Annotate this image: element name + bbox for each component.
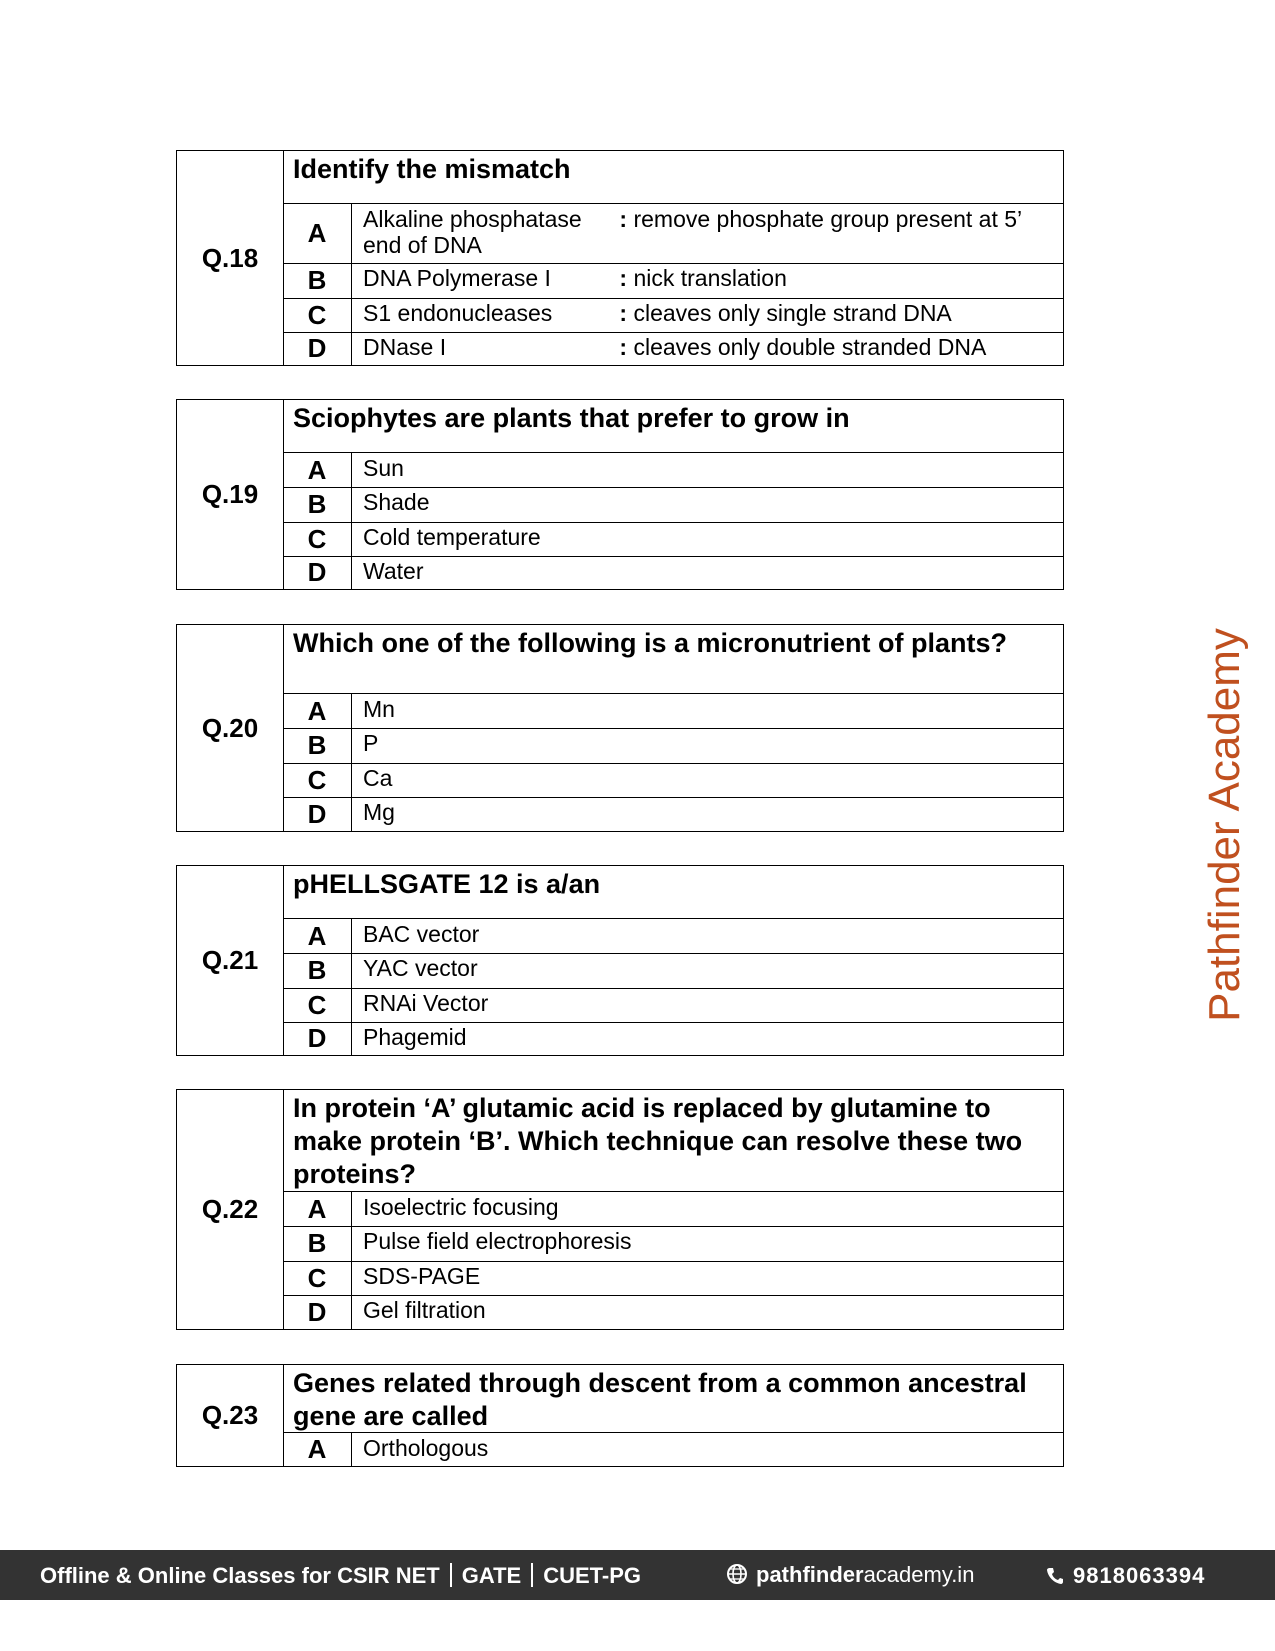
question-text: Identify the mismatch <box>283 151 1063 204</box>
option-text: Phagemid <box>363 1024 467 1050</box>
option-term: S1 endonucleases <box>363 300 553 326</box>
option-row <box>283 763 1063 798</box>
option-label: C <box>283 988 352 1022</box>
option-row <box>283 332 1063 365</box>
question-text: Sciophytes are plants that prefer to grow in <box>283 400 1063 453</box>
question-block-18 <box>176 150 1064 366</box>
footer-divider <box>450 1563 452 1587</box>
option-text <box>363 332 1053 360</box>
option-row <box>283 1295 1063 1329</box>
option-text: Isoelectric focusing <box>363 1194 559 1220</box>
option-text: Sun <box>363 455 404 481</box>
option-label: B <box>283 1226 352 1261</box>
option-label: C <box>283 1261 352 1295</box>
footer-classes <box>40 1563 641 1589</box>
option-colon: : <box>619 334 628 360</box>
footer-divider <box>531 1563 533 1587</box>
question-block-22 <box>176 1089 1064 1330</box>
option-row <box>283 453 1063 488</box>
option-text: Water <box>363 558 424 584</box>
footer-website[interactable] <box>726 1562 974 1591</box>
option-desc-continued: end of DNA <box>363 232 482 258</box>
footer-cuet: CUET-PG <box>543 1563 642 1588</box>
option-text: RNAi Vector <box>363 990 489 1016</box>
question-block-19 <box>176 399 1064 590</box>
question-block-20 <box>176 624 1064 832</box>
option-text <box>363 263 1053 291</box>
footer-phone[interactable] <box>1045 1563 1205 1592</box>
option-row <box>283 694 1063 729</box>
question-block-21 <box>176 865 1064 1056</box>
footer-website-rest: academy.in <box>863 1562 975 1587</box>
footer-website-bold: pathfinder <box>756 1562 864 1587</box>
option-label: B <box>283 487 352 522</box>
question-text: pHELLSGATE 12 is a/an <box>283 866 1063 919</box>
option-label: D <box>283 332 352 365</box>
question-text: In protein ‘A’ glutamic acid is replaced by glutamine to make protein ‘B’. Which technique can resolve these two proteins? <box>283 1090 1063 1192</box>
option-row <box>283 1022 1063 1055</box>
question-block-23 <box>176 1364 1064 1467</box>
option-text: YAC vector <box>363 955 478 981</box>
option-text: Gel filtration <box>363 1297 486 1323</box>
option-text <box>363 204 1053 258</box>
question-number: Q.18 <box>177 151 284 365</box>
option-row <box>283 728 1063 764</box>
option-label: C <box>283 298 352 332</box>
option-desc: cleaves only double stranded DNA <box>633 334 987 360</box>
option-label: C <box>283 763 352 797</box>
option-text: Shade <box>363 489 430 515</box>
option-colon: : <box>619 265 628 291</box>
option-text: SDS-PAGE <box>363 1263 481 1289</box>
option-row <box>283 919 1063 954</box>
footer-classes-text: Offline & Online Classes for CSIR NET <box>40 1563 440 1588</box>
phone-icon <box>1045 1566 1065 1592</box>
option-row <box>283 988 1063 1023</box>
option-row <box>283 263 1063 299</box>
option-desc: cleaves only single strand DNA <box>633 300 952 326</box>
option-text: BAC vector <box>363 921 480 947</box>
option-term: DNase I <box>363 334 447 360</box>
footer-bar <box>0 1550 1275 1600</box>
option-row <box>283 298 1063 333</box>
option-label: A <box>283 204 352 263</box>
footer-gate: GATE <box>461 1563 522 1588</box>
option-label: B <box>283 953 352 988</box>
option-text: Ca <box>363 765 393 791</box>
option-label: C <box>283 522 352 556</box>
question-number: Q.20 <box>177 625 284 831</box>
option-label: B <box>283 728 352 763</box>
option-row <box>283 1192 1063 1227</box>
globe-icon <box>726 1563 748 1591</box>
option-label: D <box>283 1022 352 1055</box>
question-number: Q.22 <box>177 1090 284 1329</box>
option-row <box>283 797 1063 831</box>
option-row <box>283 953 1063 989</box>
option-row <box>283 556 1063 589</box>
option-label: B <box>283 263 352 298</box>
question-text: Which one of the following is a micronutrient of plants? <box>283 625 1063 694</box>
option-row <box>283 487 1063 523</box>
option-row <box>283 522 1063 557</box>
footer-phone-number: 9818063394 <box>1073 1563 1206 1588</box>
option-text: Mn <box>363 696 395 722</box>
option-text: Pulse field electrophoresis <box>363 1228 632 1254</box>
option-colon: : <box>619 206 628 232</box>
option-desc: remove phosphate group present at 5’ <box>633 206 1023 232</box>
option-label: D <box>283 797 352 831</box>
option-text: Cold temperature <box>363 524 541 550</box>
option-label: A <box>283 694 352 728</box>
option-label: D <box>283 556 352 589</box>
option-row <box>283 1226 1063 1262</box>
option-label: A <box>283 1192 352 1226</box>
option-text: Mg <box>363 799 395 825</box>
option-label: A <box>283 453 352 487</box>
option-text <box>363 298 1053 326</box>
question-number: Q.21 <box>177 866 284 1055</box>
question-number: Q.23 <box>177 1365 284 1466</box>
option-term: DNA Polymerase I <box>363 265 551 291</box>
option-desc: nick translation <box>633 265 787 291</box>
option-row <box>283 1261 1063 1296</box>
watermark-text: Pathfinder Academy <box>1200 628 1249 1022</box>
option-label: D <box>283 1295 352 1329</box>
option-colon: : <box>619 300 628 326</box>
question-text: Genes related through descent from a common ancestral gene are called <box>283 1365 1063 1433</box>
option-term: Alkaline phosphatase <box>363 206 582 232</box>
option-label: A <box>283 1433 352 1466</box>
option-text: Orthologous <box>363 1435 489 1461</box>
option-row <box>283 1433 1063 1466</box>
option-text: P <box>363 730 379 756</box>
question-number: Q.19 <box>177 400 284 589</box>
option-row <box>283 204 1063 264</box>
option-label: A <box>283 919 352 953</box>
